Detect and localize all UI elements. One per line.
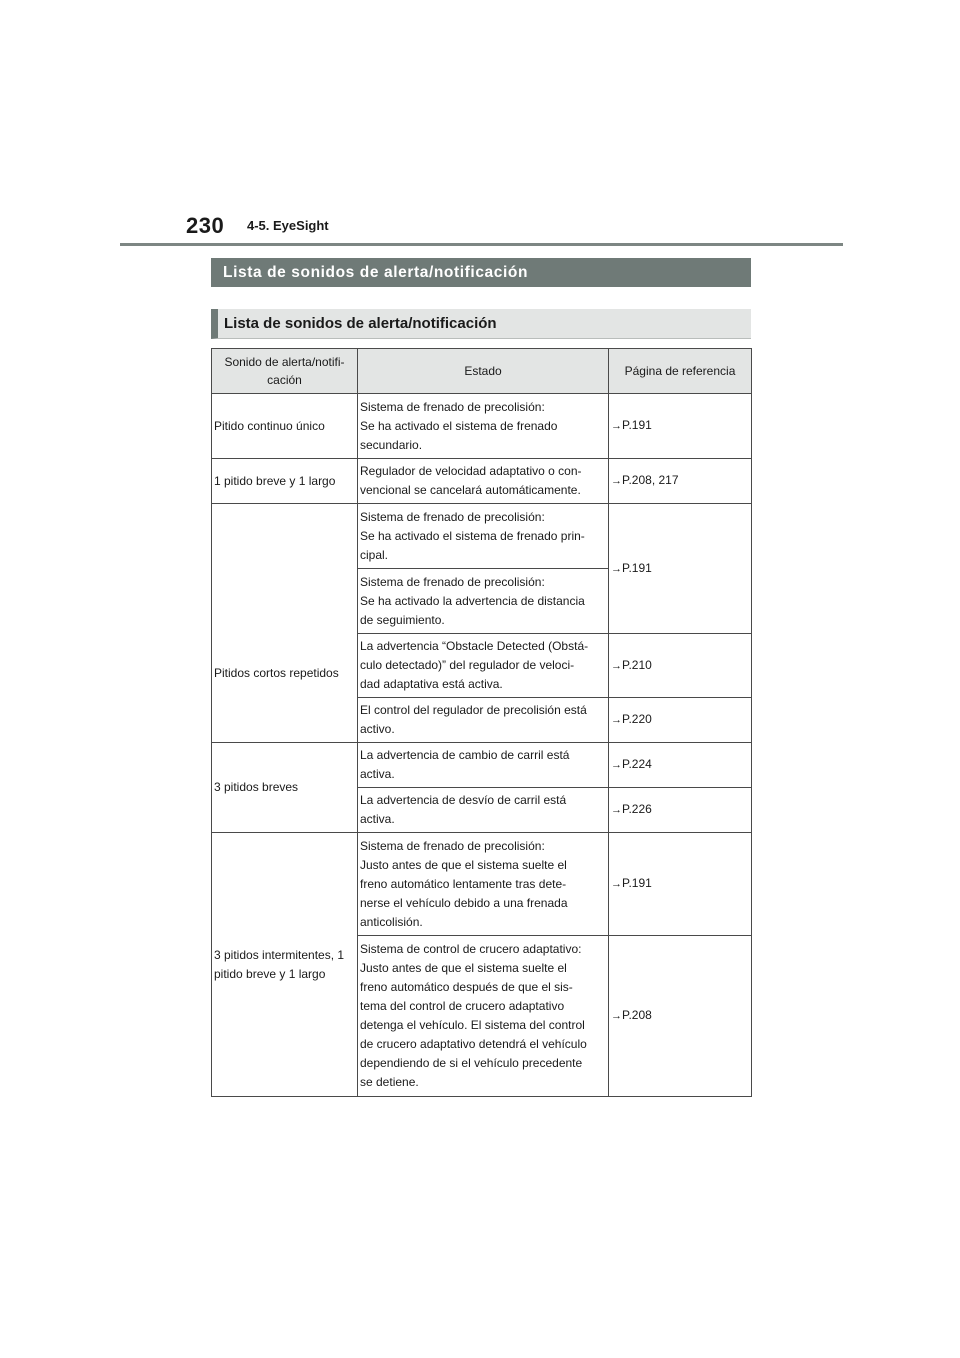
reference-cell — [609, 698, 752, 743]
table-header-row — [212, 349, 752, 394]
page-reference-link[interactable]: P.191 — [622, 876, 652, 890]
state-cell: Sistema de frenado de precolisión: Se ha activado el sistema de frenado prin- cipal. — [358, 504, 609, 569]
state-cell: El control del regulador de precolisión está activo. — [358, 698, 609, 743]
state-cell: Regulador de velocidad adaptativo o con- vencional se cancelará automáticamente. — [358, 459, 609, 504]
state-cell: La advertencia de desvío de carril está activa. — [358, 788, 609, 833]
reference-cell — [609, 634, 752, 698]
header-divider — [120, 243, 843, 246]
page-reference-link[interactable]: P.191 — [622, 418, 652, 432]
reference-cell — [609, 788, 752, 833]
sound-cell: 3 pitidos breves — [212, 743, 358, 833]
arrow-icon: → — [611, 714, 622, 726]
page-reference-link[interactable]: P.226 — [622, 802, 652, 816]
arrow-icon: → — [611, 804, 622, 816]
reference-cell — [609, 504, 752, 634]
reference-cell — [609, 459, 752, 504]
page-reference-link[interactable]: P.210 — [622, 657, 652, 672]
page-reference-link[interactable]: P.208, 217 — [622, 473, 679, 487]
subsection-header — [211, 309, 751, 339]
arrow-icon: → — [611, 562, 622, 575]
subsection-header-title: Lista de sonidos de alerta/notificación — [224, 315, 497, 332]
page-number: 230 — [186, 213, 225, 238]
state-cell: Sistema de frenado de precolisión: Se ha activado el sistema de frenado secundario. — [358, 394, 609, 459]
reference-cell — [609, 394, 752, 459]
table-row — [212, 743, 752, 788]
arrow-icon: → — [611, 659, 622, 672]
arrow-icon: → — [611, 878, 622, 890]
sound-cell: Pitido continuo único — [212, 394, 358, 459]
table-row — [212, 459, 752, 504]
page-reference-link[interactable]: P.224 — [622, 757, 652, 771]
state-cell: Sistema de frenado de precolisión: Justo antes de que el sistema suelte el freno automático lentamente tras dete- nerse el vehículo debido a una frenada anticolisión. — [358, 833, 609, 936]
section-banner-title: Lista de sonidos de alerta/notificación — [223, 263, 529, 281]
table-row — [212, 504, 752, 569]
table-row — [212, 394, 752, 459]
page-reference-link[interactable]: P.191 — [622, 560, 652, 575]
section-banner — [211, 258, 751, 287]
page-reference-link[interactable]: P.220 — [622, 712, 652, 726]
header-sound: Sonido de alerta/notifi- cación — [212, 349, 358, 394]
state-cell: La advertencia de cambio de carril está activa. — [358, 743, 609, 788]
state-cell: Sistema de frenado de precolisión: Se ha activado la advertencia de distancia de seguimiento. — [358, 569, 609, 634]
arrow-icon: → — [611, 420, 622, 432]
section-label: 4-5. EyeSight — [247, 218, 329, 233]
page-reference-link[interactable]: P.208 — [622, 1008, 652, 1022]
reference-cell — [609, 833, 752, 936]
sound-cell: 1 pitido breve y 1 largo — [212, 459, 358, 504]
header-reference: Página de referencia — [609, 349, 752, 394]
alert-sound-table — [211, 348, 752, 1097]
table-row — [212, 833, 752, 936]
header-state: Estado — [358, 349, 609, 394]
state-cell: La advertencia “Obstacle Detected (Obstá- culo detectado)” del regulador de veloci- dad adaptativa está activa. — [358, 634, 609, 698]
state-cell: Sistema de control de crucero adaptativo: Justo antes de que el sistema suelte el freno automático después de que el sis- tema del control de crucero adaptativo detenga el vehículo. El sistema del control de crucero adaptativo detendrá el vehículo dependiendo de si el vehículo precedente se detiene. — [358, 936, 609, 1097]
sound-cell: Pitidos cortos repetidos — [212, 504, 358, 743]
arrow-icon: → — [611, 759, 622, 771]
reference-cell — [609, 743, 752, 788]
sound-cell: 3 pitidos intermitentes, 1 pitido breve y 1 largo — [212, 833, 358, 1097]
arrow-icon: → — [611, 475, 622, 487]
arrow-icon: → — [611, 1010, 622, 1022]
reference-cell — [609, 936, 752, 1097]
